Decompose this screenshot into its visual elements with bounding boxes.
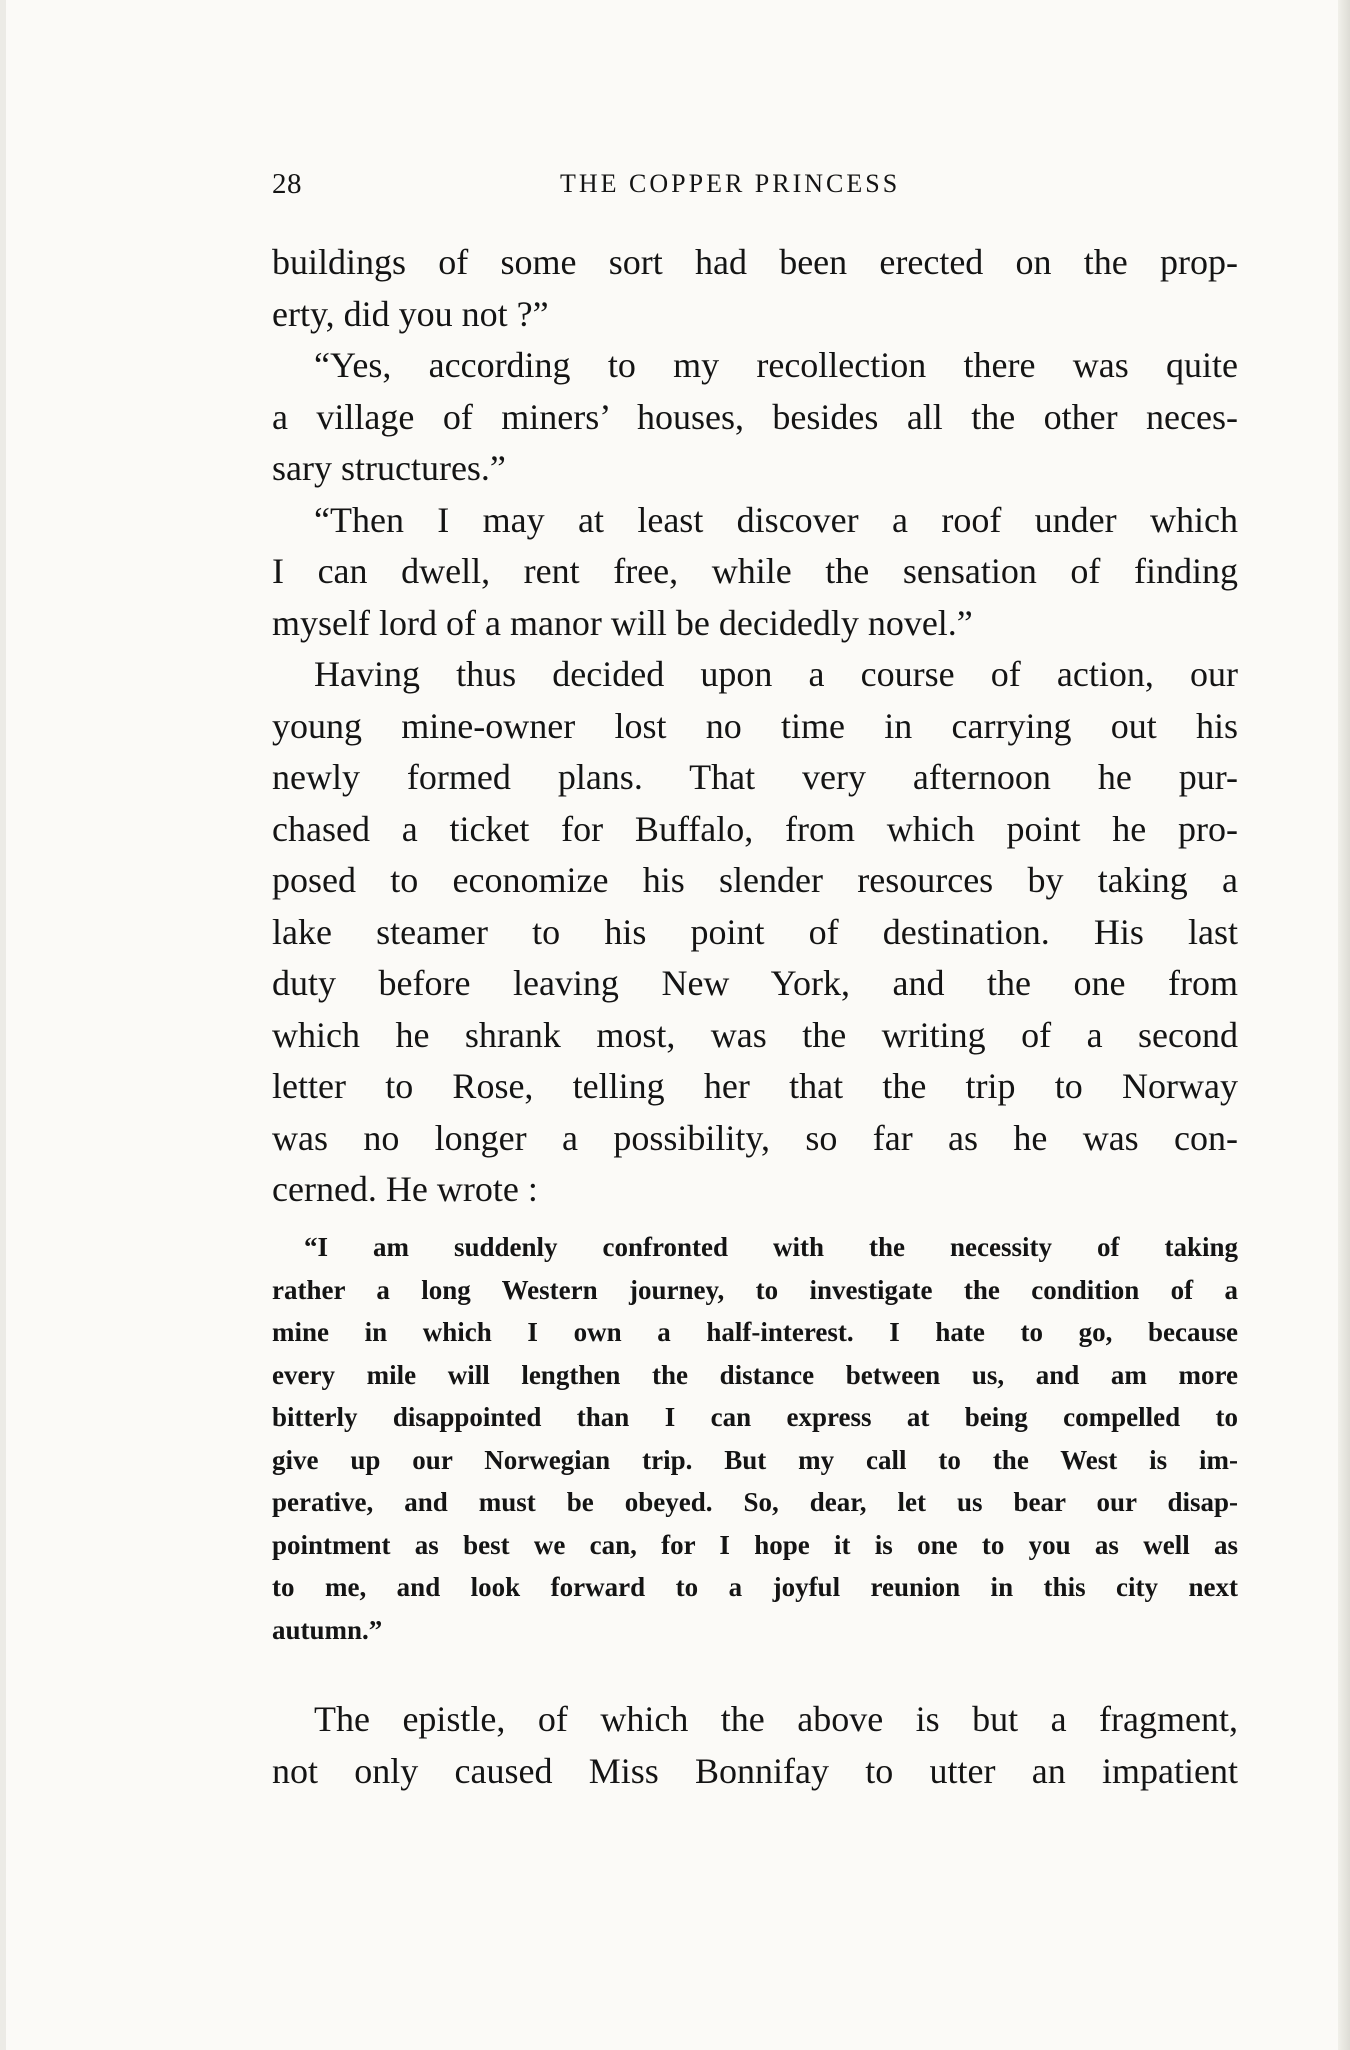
letter-line: perative, and must be obeyed. So, dear, let us bear our disap- bbox=[272, 1487, 1238, 1517]
page-number: 28 bbox=[272, 168, 302, 200]
running-head bbox=[272, 164, 1238, 204]
text-line: was no longer a possibility, so far as he was con- bbox=[272, 1117, 1238, 1158]
text-line: I can dwell, rent free, while the sensation of finding bbox=[272, 551, 1238, 591]
page-edge-left bbox=[0, 0, 6, 2050]
text-line: young mine-owner lost no time in carrying out his bbox=[272, 705, 1238, 746]
letter-line: every mile will lengthen the distance between us, and am more bbox=[272, 1359, 1238, 1390]
letter-line: to me, and look forward to a joyful reunion in this city next bbox=[272, 1572, 1238, 1602]
letter-line: mine in which I own a half-interest. I hate to go, because bbox=[272, 1317, 1238, 1347]
text-line: chased a ticket for Buffalo, from which point he pro- bbox=[272, 808, 1238, 849]
page-edge-right bbox=[1338, 0, 1350, 2050]
text-line: The epistle, of which the above is but a fragment, bbox=[314, 1699, 1238, 1739]
text-line: newly formed plans. That very afternoon he pur- bbox=[272, 757, 1238, 797]
letter-line: pointment as best we can, for I hope it is one to you as well as bbox=[272, 1529, 1238, 1560]
text-line: sary structures.” bbox=[272, 448, 506, 488]
text-line: “Yes, according to my recollection there was quite bbox=[314, 345, 1238, 385]
closing-text bbox=[272, 1694, 1238, 1797]
letter-line: bitterly disappointed than I can express at being compelled to bbox=[272, 1402, 1238, 1432]
running-title: THE COPPER PRINCESS bbox=[560, 169, 901, 198]
text-line: letter to Rose, telling her that the trip to Norway bbox=[272, 1066, 1238, 1106]
text-line: buildings of some sort had been erected on the prop- bbox=[272, 242, 1238, 282]
main-text bbox=[272, 237, 1238, 1216]
text-line: erty, did you not ?” bbox=[272, 293, 549, 334]
letter-line: “I am suddenly confronted with the necessity of taking bbox=[304, 1232, 1238, 1262]
text-line: lake steamer to his point of destination. His last bbox=[272, 911, 1238, 952]
text-line: which he shrank most, was the writing of a second bbox=[272, 1014, 1238, 1055]
text-line: myself lord of a manor will be decidedly novel.” bbox=[272, 602, 973, 643]
letter-block bbox=[272, 1226, 1238, 1651]
text-line: cerned. He wrote : bbox=[272, 1169, 538, 1209]
text-line: “Then I may at least discover a roof under which bbox=[314, 499, 1238, 540]
letter-line: autumn.” bbox=[272, 1614, 383, 1645]
letter-line: rather a long Western journey, to investigate the condition of a bbox=[272, 1274, 1238, 1305]
text-line: posed to economize his slender resources by taking a bbox=[272, 860, 1238, 900]
text-line: duty before leaving New York, and the one from bbox=[272, 963, 1238, 1003]
text-line: a village of miners’ houses, besides all the other neces- bbox=[272, 396, 1238, 437]
text-line: not only caused Miss Bonnifay to utter an impatient bbox=[272, 1750, 1238, 1791]
letter-line: give up our Norwegian trip. But my call to the West is im- bbox=[272, 1444, 1238, 1475]
text-line: Having thus decided upon a course of action, our bbox=[314, 654, 1238, 694]
